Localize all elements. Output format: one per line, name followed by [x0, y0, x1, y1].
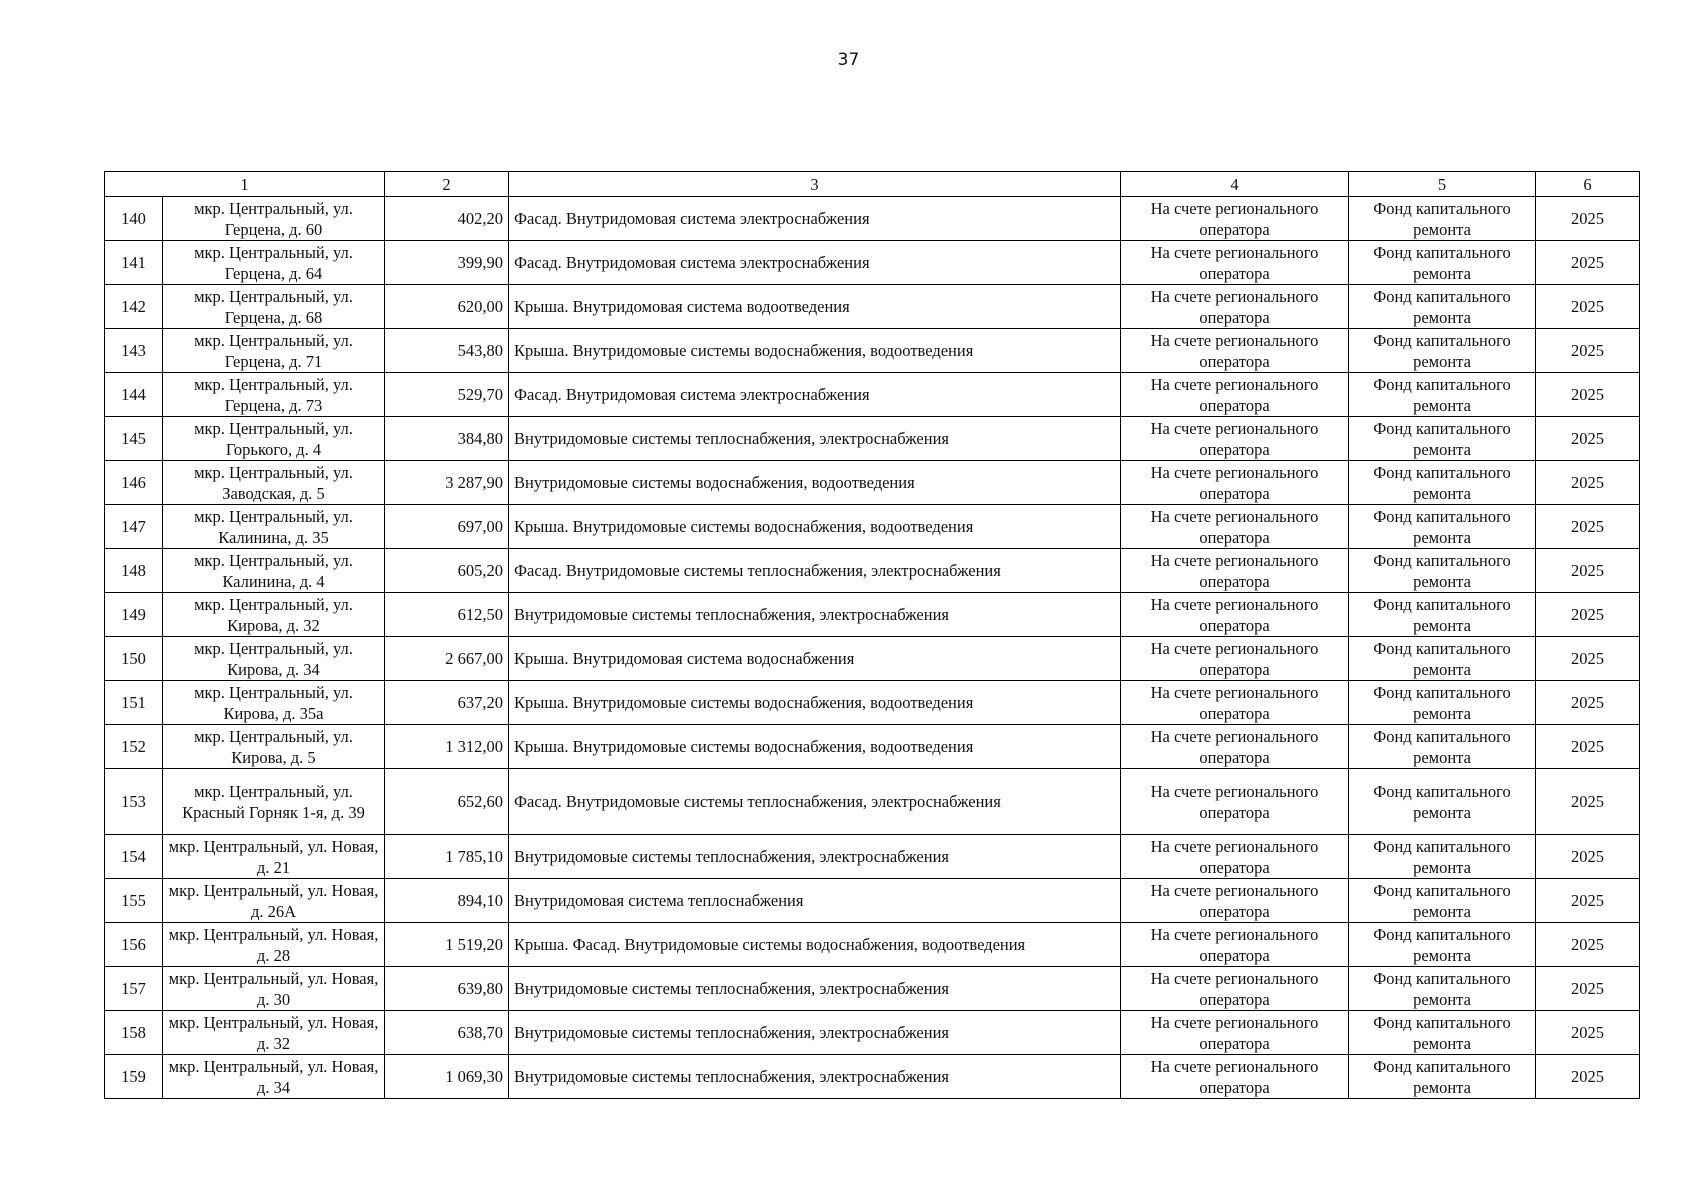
work-type-cell: Фасад. Внутридомовые системы теплоснабжения, электроснабжения — [509, 549, 1121, 593]
area-cell: 894,10 — [385, 879, 509, 923]
year-cell: 2025 — [1536, 505, 1640, 549]
fund-source-cell: Фонд капитального ремонта — [1349, 593, 1536, 637]
table-row — [105, 835, 1640, 879]
funding-method-cell: На счете регионального оператора — [1121, 417, 1349, 461]
address-cell: мкр. Центральный, ул. Новая, д. 30 — [163, 967, 385, 1011]
area-cell: 2 667,00 — [385, 637, 509, 681]
row-number: 140 — [105, 197, 163, 241]
area-cell: 543,80 — [385, 329, 509, 373]
area-cell: 402,20 — [385, 197, 509, 241]
fund-source-cell: Фонд капитального ремонта — [1349, 505, 1536, 549]
fund-source-cell: Фонд капитального ремонта — [1349, 549, 1536, 593]
year-cell: 2025 — [1536, 681, 1640, 725]
table-row — [105, 681, 1640, 725]
row-number: 147 — [105, 505, 163, 549]
fund-source-cell: Фонд капитального ремонта — [1349, 1055, 1536, 1099]
work-type-cell: Внутридомовые системы теплоснабжения, электроснабжения — [509, 417, 1121, 461]
address-cell: мкр. Центральный, ул. Новая, д. 34 — [163, 1055, 385, 1099]
area-cell: 639,80 — [385, 967, 509, 1011]
address-cell: мкр. Центральный, ул. Горького, д. 4 — [163, 417, 385, 461]
work-type-cell: Фасад. Внутридомовая система электроснабжения — [509, 373, 1121, 417]
table-row — [105, 417, 1640, 461]
header-col-2: 2 — [385, 172, 509, 197]
area-cell: 384,80 — [385, 417, 509, 461]
area-cell: 399,90 — [385, 241, 509, 285]
year-cell: 2025 — [1536, 461, 1640, 505]
work-type-cell: Внутридомовые системы теплоснабжения, электроснабжения — [509, 967, 1121, 1011]
funding-method-cell: На счете регионального оператора — [1121, 549, 1349, 593]
area-cell: 1 785,10 — [385, 835, 509, 879]
work-type-cell: Внутридомовая система теплоснабжения — [509, 879, 1121, 923]
area-cell: 652,60 — [385, 769, 509, 835]
row-number: 142 — [105, 285, 163, 329]
year-cell: 2025 — [1536, 769, 1640, 835]
fund-source-cell: Фонд капитального ремонта — [1349, 637, 1536, 681]
address-cell: мкр. Центральный, ул. Кирова, д. 35а — [163, 681, 385, 725]
row-number: 159 — [105, 1055, 163, 1099]
header-col-3: 3 — [509, 172, 1121, 197]
work-type-cell: Фасад. Внутридомовая система электроснабжения — [509, 197, 1121, 241]
work-type-cell: Крыша. Внутридомовая система водоснабжения — [509, 637, 1121, 681]
row-number: 150 — [105, 637, 163, 681]
fund-source-cell: Фонд капитального ремонта — [1349, 769, 1536, 835]
fund-source-cell: Фонд капитального ремонта — [1349, 725, 1536, 769]
table-row — [105, 879, 1640, 923]
fund-source-cell: Фонд капитального ремонта — [1349, 835, 1536, 879]
page-number: 37 — [837, 50, 860, 70]
area-cell: 529,70 — [385, 373, 509, 417]
header-col-6: 6 — [1536, 172, 1640, 197]
work-type-cell: Крыша. Внутридомовые системы водоснабжения, водоотведения — [509, 329, 1121, 373]
row-number: 156 — [105, 923, 163, 967]
funding-method-cell: На счете регионального оператора — [1121, 637, 1349, 681]
work-type-cell: Крыша. Внутридомовая система водоотведения — [509, 285, 1121, 329]
address-cell: мкр. Центральный, ул. Герцена, д. 71 — [163, 329, 385, 373]
address-cell: мкр. Центральный, ул. Герцена, д. 60 — [163, 197, 385, 241]
year-cell: 2025 — [1536, 373, 1640, 417]
fund-source-cell: Фонд капитального ремонта — [1349, 879, 1536, 923]
funding-method-cell: На счете регионального оператора — [1121, 505, 1349, 549]
row-number: 149 — [105, 593, 163, 637]
fund-source-cell: Фонд капитального ремонта — [1349, 373, 1536, 417]
work-type-cell: Фасад. Внутридомовая система электроснабжения — [509, 241, 1121, 285]
fund-source-cell: Фонд капитального ремонта — [1349, 197, 1536, 241]
funding-method-cell: На счете регионального оператора — [1121, 923, 1349, 967]
funding-method-cell: На счете регионального оператора — [1121, 241, 1349, 285]
fund-source-cell: Фонд капитального ремонта — [1349, 1011, 1536, 1055]
work-type-cell: Внутридомовые системы водоснабжения, водоотведения — [509, 461, 1121, 505]
funding-method-cell: На счете регионального оператора — [1121, 593, 1349, 637]
work-type-cell: Фасад. Внутридомовые системы теплоснабжения, электроснабжения — [509, 769, 1121, 835]
fund-source-cell: Фонд капитального ремонта — [1349, 967, 1536, 1011]
address-cell: мкр. Центральный, ул. Калинина, д. 4 — [163, 549, 385, 593]
funding-method-cell: На счете регионального оператора — [1121, 835, 1349, 879]
row-number: 143 — [105, 329, 163, 373]
row-number: 155 — [105, 879, 163, 923]
area-cell: 1 069,30 — [385, 1055, 509, 1099]
row-number: 154 — [105, 835, 163, 879]
row-number: 152 — [105, 725, 163, 769]
address-cell: мкр. Центральный, ул. Заводская, д. 5 — [163, 461, 385, 505]
table-header — [105, 172, 1640, 197]
row-number: 157 — [105, 967, 163, 1011]
area-cell: 3 287,90 — [385, 461, 509, 505]
year-cell: 2025 — [1536, 725, 1640, 769]
year-cell: 2025 — [1536, 923, 1640, 967]
table-row — [105, 725, 1640, 769]
table-row — [105, 285, 1640, 329]
work-type-cell: Внутридомовые системы теплоснабжения, электроснабжения — [509, 593, 1121, 637]
area-cell: 637,20 — [385, 681, 509, 725]
row-number: 144 — [105, 373, 163, 417]
table-row — [105, 461, 1640, 505]
address-cell: мкр. Центральный, ул. Герцена, д. 64 — [163, 241, 385, 285]
area-cell: 620,00 — [385, 285, 509, 329]
work-type-cell: Крыша. Фасад. Внутридомовые системы водоснабжения, водоотведения — [509, 923, 1121, 967]
funding-method-cell: На счете регионального оператора — [1121, 967, 1349, 1011]
table-row — [105, 329, 1640, 373]
address-cell: мкр. Центральный, ул. Новая, д. 32 — [163, 1011, 385, 1055]
header-col-1: 1 — [105, 172, 385, 197]
header-col-5: 5 — [1349, 172, 1536, 197]
fund-source-cell: Фонд капитального ремонта — [1349, 417, 1536, 461]
table-row — [105, 967, 1640, 1011]
address-cell: мкр. Центральный, ул. Кирова, д. 34 — [163, 637, 385, 681]
address-cell: мкр. Центральный, ул. Новая, д. 26А — [163, 879, 385, 923]
funding-method-cell: На счете регионального оператора — [1121, 725, 1349, 769]
fund-source-cell: Фонд капитального ремонта — [1349, 285, 1536, 329]
row-number: 153 — [105, 769, 163, 835]
year-cell: 2025 — [1536, 241, 1640, 285]
work-type-cell: Внутридомовые системы теплоснабжения, электроснабжения — [509, 1011, 1121, 1055]
address-cell: мкр. Центральный, ул. Новая, д. 21 — [163, 835, 385, 879]
table-row — [105, 1011, 1640, 1055]
year-cell: 2025 — [1536, 879, 1640, 923]
work-type-cell: Внутридомовые системы теплоснабжения, электроснабжения — [509, 835, 1121, 879]
address-cell: мкр. Центральный, ул. Кирова, д. 5 — [163, 725, 385, 769]
address-cell: мкр. Центральный, ул. Кирова, д. 32 — [163, 593, 385, 637]
fund-source-cell: Фонд капитального ремонта — [1349, 329, 1536, 373]
row-number: 145 — [105, 417, 163, 461]
funding-method-cell: На счете регионального оператора — [1121, 461, 1349, 505]
year-cell: 2025 — [1536, 637, 1640, 681]
funding-method-cell: На счете регионального оператора — [1121, 681, 1349, 725]
table-row — [105, 549, 1640, 593]
row-number: 158 — [105, 1011, 163, 1055]
row-number: 146 — [105, 461, 163, 505]
address-cell: мкр. Центральный, ул. Новая, д. 28 — [163, 923, 385, 967]
funding-method-cell: На счете регионального оператора — [1121, 329, 1349, 373]
year-cell: 2025 — [1536, 549, 1640, 593]
fund-source-cell: Фонд капитального ремонта — [1349, 461, 1536, 505]
funding-method-cell: На счете регионального оператора — [1121, 879, 1349, 923]
work-type-cell: Крыша. Внутридомовые системы водоснабжения, водоотведения — [509, 505, 1121, 549]
table-body — [105, 197, 1640, 1099]
funding-method-cell: На счете регионального оператора — [1121, 373, 1349, 417]
fund-source-cell: Фонд капитального ремонта — [1349, 241, 1536, 285]
table-row — [105, 593, 1640, 637]
table-row — [105, 505, 1640, 549]
header-col-4: 4 — [1121, 172, 1349, 197]
header-row — [105, 172, 1640, 197]
table-row — [105, 373, 1640, 417]
repair-schedule-table — [104, 171, 1640, 1099]
area-cell: 605,20 — [385, 549, 509, 593]
funding-method-cell: На счете регионального оператора — [1121, 197, 1349, 241]
table-row — [105, 637, 1640, 681]
address-cell: мкр. Центральный, ул. Герцена, д. 73 — [163, 373, 385, 417]
funding-method-cell: На счете регионального оператора — [1121, 1055, 1349, 1099]
row-number: 148 — [105, 549, 163, 593]
table-row — [105, 197, 1640, 241]
address-cell: мкр. Центральный, ул. Калинина, д. 35 — [163, 505, 385, 549]
funding-method-cell: На счете регионального оператора — [1121, 1011, 1349, 1055]
year-cell: 2025 — [1536, 835, 1640, 879]
funding-method-cell: На счете регионального оператора — [1121, 769, 1349, 835]
work-type-cell: Крыша. Внутридомовые системы водоснабжения, водоотведения — [509, 681, 1121, 725]
table-row — [105, 1055, 1640, 1099]
funding-method-cell: На счете регионального оператора — [1121, 285, 1349, 329]
year-cell: 2025 — [1536, 417, 1640, 461]
year-cell: 2025 — [1536, 1055, 1640, 1099]
area-cell: 638,70 — [385, 1011, 509, 1055]
table-row — [105, 241, 1640, 285]
work-type-cell: Внутридомовые системы теплоснабжения, электроснабжения — [509, 1055, 1121, 1099]
year-cell: 2025 — [1536, 197, 1640, 241]
year-cell: 2025 — [1536, 967, 1640, 1011]
address-cell: мкр. Центральный, ул. Герцена, д. 68 — [163, 285, 385, 329]
year-cell: 2025 — [1536, 593, 1640, 637]
year-cell: 2025 — [1536, 1011, 1640, 1055]
area-cell: 612,50 — [385, 593, 509, 637]
year-cell: 2025 — [1536, 329, 1640, 373]
address-cell: мкр. Центральный, ул. Красный Горняк 1-я, д. 39 — [163, 769, 385, 835]
fund-source-cell: Фонд капитального ремонта — [1349, 681, 1536, 725]
year-cell: 2025 — [1536, 285, 1640, 329]
row-number: 151 — [105, 681, 163, 725]
fund-source-cell: Фонд капитального ремонта — [1349, 923, 1536, 967]
row-number: 141 — [105, 241, 163, 285]
table-row — [105, 923, 1640, 967]
table-row — [105, 769, 1640, 835]
area-cell: 697,00 — [385, 505, 509, 549]
area-cell: 1 519,20 — [385, 923, 509, 967]
work-type-cell: Крыша. Внутридомовые системы водоснабжения, водоотведения — [509, 725, 1121, 769]
area-cell: 1 312,00 — [385, 725, 509, 769]
